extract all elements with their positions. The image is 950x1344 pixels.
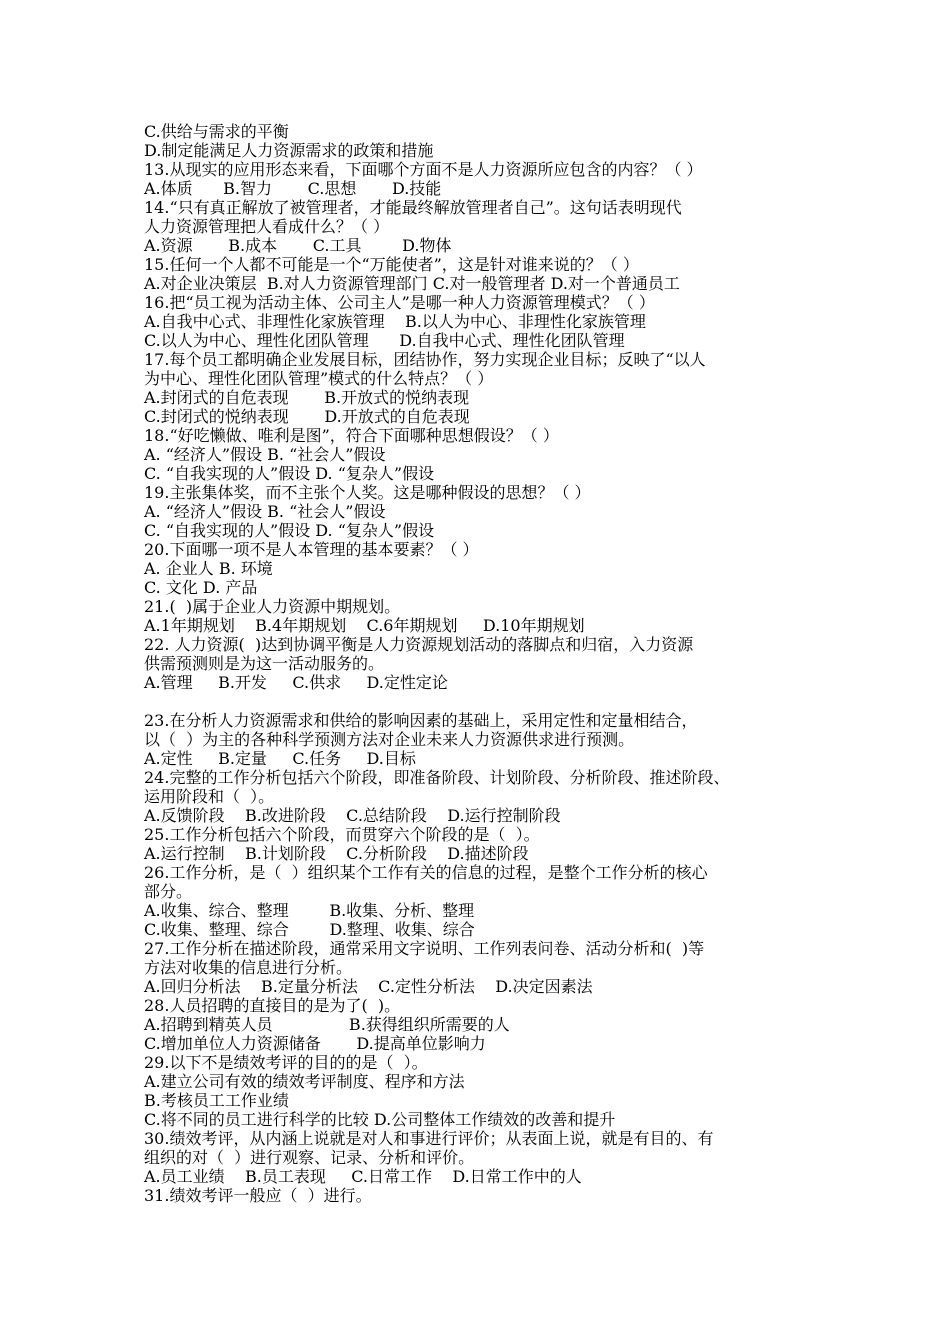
text-line: A.封闭式的自危表现 B.开放式的悦纳表现: [144, 388, 470, 407]
text-line: B.考核员工工作业绩: [144, 1091, 289, 1110]
text-line: 供需预测则是为这一活动服务的。: [144, 654, 385, 673]
text-line: A.1年期规划 B.4年期规划 C.6年期规划 D.10年期规划: [144, 616, 585, 635]
text-line: C.供给与需求的平衡: [144, 122, 289, 141]
text-line: C. “自我实现的人”假设 D. “复杂人”假设: [144, 521, 435, 540]
text-line: A. “经济人”假设 B. “社会人”假设: [144, 445, 386, 464]
text-line: 31.绩效考评一般应（ ）进行。: [144, 1186, 372, 1205]
text-line: A.回归分析法 B.定量分析法 C.定性分析法 D.决定因素法: [144, 977, 593, 996]
text-line: 26.工作分析，是（ ）组织某个工作有关的信息的过程，是整个工作分析的核心: [144, 863, 708, 882]
text-line: A.反馈阶段 B.改进阶段 C.总结阶段 D.运行控制阶段: [144, 806, 561, 825]
text-line: 19.主张集体奖，而不主张个人奖。这是哪种假设的思想？（ ）: [144, 483, 591, 502]
text-line: 14.“只有真正解放了被管理者，才能最终解放管理者自己”。这句话表明现代: [144, 198, 682, 217]
text-line: A.管理 B.开发 C.供求 D.定性定论: [144, 673, 448, 692]
text-line: 以（ ）为主的各种科学预测方法对企业未来人力资源供求进行预测。: [144, 730, 635, 749]
text-line: 方法对收集的信息进行分析。: [144, 958, 353, 977]
text-line: C.增加单位人力资源储备 D.提高单位影响力: [144, 1034, 486, 1053]
text-line: A.自我中心式、非理性化家族管理 B.以人为中心、非理性化家族管理: [144, 312, 646, 331]
text-line: A.对企业决策层 B.对人力资源管理部门 C.对一般管理者 D.对一个普通员工: [144, 274, 680, 293]
text-line: C. 文化 D. 产品: [144, 578, 258, 597]
text-line: 13.从现实的应用形态来看，下面哪个方面不是人力资源所应包含的内容？（ ）: [144, 160, 703, 179]
text-line: 组织的对（ ）进行观察、记录、分析和评价。: [144, 1148, 475, 1167]
text-line: A. 企业人 B. 环境: [144, 559, 273, 578]
text-line: C. “自我实现的人”假设 D. “复杂人”假设: [144, 464, 435, 483]
text-line: 人力资源管理把人看成什么？（ ）: [144, 217, 390, 236]
text-line: 28.人员招聘的直接目的是为了( )。: [144, 996, 401, 1015]
text-line: C.封闭式的悦纳表现 D.开放式的自危表现: [144, 407, 470, 426]
blank-line: [144, 692, 812, 711]
text-line: A.资源 B.成本 C.工具 D.物体: [144, 236, 452, 255]
text-line: A.招聘到精英人员 B.获得组织所需要的人: [144, 1015, 510, 1034]
text-line: A.体质 B.智力 C.思想 D.技能: [144, 179, 442, 198]
text-line: A.定性 B.定量 C.任务 D.目标: [144, 749, 416, 768]
text-line: 21.( )属于企业人力资源中期规划。: [144, 597, 401, 616]
text-line: 16.把“员工视为活动主体、公司主人”是哪一种人力资源管理模式？（ ）: [144, 293, 655, 312]
text-line: 运用阶段和（ ）。: [144, 787, 275, 806]
text-line: C.收集、整理、综合 D.整理、收集、综合: [144, 920, 475, 939]
text-line: 部分。: [144, 882, 193, 901]
text-line: 22. 人力资源( )达到协调平衡是人力资源规划活动的落脚点和归宿，入力资源: [144, 635, 694, 654]
text-line: 20.下面哪一项不是人本管理的基本要素？（ ）: [144, 540, 479, 559]
text-line: 30.绩效考评，从内涵上说就是对人和事进行评价；从表面上说，就是有目的、有: [144, 1129, 714, 1148]
text-line: C.将不同的员工进行科学的比较 D.公司整体工作绩效的改善和提升: [144, 1110, 616, 1129]
text-line: 15.任何一个人都不可能是一个“万能使者”，这是针对谁来说的？（ ）: [144, 255, 639, 274]
text-line: 25.工作分析包括六个阶段，而贯穿六个阶段的是（ ）。: [144, 825, 540, 844]
text-line: A.员工业绩 B.员工表现 C.日常工作 D.日常工作中的人: [144, 1167, 582, 1186]
text-line: 18.“好吃懒做、唯利是图”，符合下面哪种思想假设？（ ）: [144, 426, 559, 445]
text-line: 29.以下不是绩效考评的目的的是（ ）。: [144, 1053, 428, 1072]
question-text-block: [144, 122, 812, 1205]
text-line: A.收集、综合、整理 B.收集、分析、整理: [144, 901, 475, 920]
text-line: C.以人为中心、理性化团队管理 D.自我中心式、理性化团队管理: [144, 331, 625, 350]
text-line: D.制定能满足人力资源需求的政策和措施: [144, 141, 434, 160]
text-line: A.运行控制 B.计划阶段 C.分析阶段 D.描述阶段: [144, 844, 529, 863]
text-line: 23.在分析人力资源需求和供给的影响因素的基础上，采用定性和定量相结合，: [144, 711, 698, 730]
text-line: 为中心、理性化团队管理”模式的什么特点？（ ）: [144, 369, 494, 388]
text-line: A. “经济人”假设 B. “社会人”假设: [144, 502, 386, 521]
text-line: 17.每个员工都明确企业发展目标，团结协作，努力实现企业目标；反映了“以人: [144, 350, 706, 369]
text-line: A.建立公司有效的绩效考评制度、程序和方法: [144, 1072, 465, 1091]
text-line: 27.工作分析在描述阶段，通常采用文字说明、工作列表问卷、活动分析和( )等: [144, 939, 705, 958]
text-line: 24.完整的工作分析包括六个阶段，即准备阶段、计划阶段、分析阶段、推述阶段、: [144, 768, 730, 787]
